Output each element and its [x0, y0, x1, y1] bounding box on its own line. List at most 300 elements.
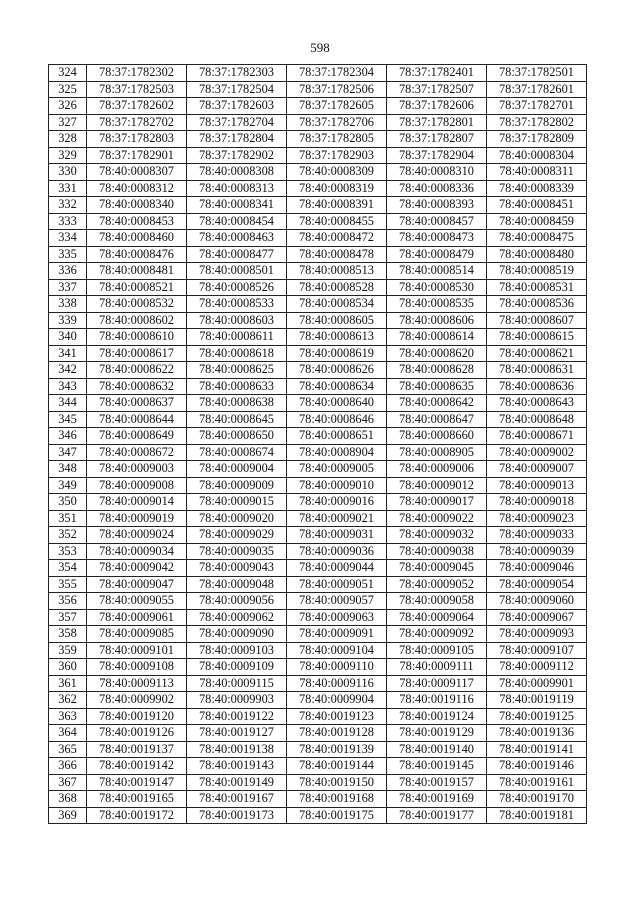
cadastral-number-cell: 78:40:0009056	[187, 593, 287, 610]
row-number-cell: 337	[49, 279, 87, 296]
cadastral-number-cell: 78:40:0008310	[387, 164, 487, 181]
cadastral-number-cell: 78:40:0009038	[387, 543, 487, 560]
cadastral-number-cell: 78:40:0008514	[387, 263, 487, 280]
cadastral-number-cell: 78:40:0019120	[87, 708, 187, 725]
cadastral-number-cell: 78:40:0009010	[287, 477, 387, 494]
table-row	[49, 378, 587, 395]
cadastral-number-cell: 78:40:0009014	[87, 494, 187, 511]
table-row	[49, 609, 587, 626]
cadastral-number-cell: 78:37:1782704	[187, 114, 287, 131]
cadastral-number-cell: 78:40:0019157	[387, 774, 487, 791]
row-number-cell: 352	[49, 527, 87, 544]
cadastral-number-cell: 78:40:0008619	[287, 345, 387, 362]
cadastral-number-cell: 78:37:1782904	[387, 147, 487, 164]
row-number-cell: 361	[49, 675, 87, 692]
cadastral-number-cell: 78:40:0019143	[187, 758, 287, 775]
cadastral-number-cell: 78:40:0008463	[187, 230, 287, 247]
table-row	[49, 411, 587, 428]
table-row	[49, 494, 587, 511]
cadastral-number-cell: 78:40:0008625	[187, 362, 287, 379]
table-row	[49, 180, 587, 197]
row-number-cell: 326	[49, 98, 87, 115]
row-number-cell: 366	[49, 758, 87, 775]
row-number-cell: 347	[49, 444, 87, 461]
cadastral-number-cell: 78:40:0008620	[387, 345, 487, 362]
row-number-cell: 365	[49, 741, 87, 758]
row-number-cell: 351	[49, 510, 87, 527]
cadastral-number-cell: 78:40:0009057	[287, 593, 387, 610]
row-number-cell: 328	[49, 131, 87, 148]
cadastral-number-cell: 78:40:0008532	[87, 296, 187, 313]
cadastral-number-cell: 78:40:0009055	[87, 593, 187, 610]
row-number-cell: 360	[49, 659, 87, 676]
row-number-cell: 348	[49, 461, 87, 478]
table-row	[49, 296, 587, 313]
row-number-cell: 327	[49, 114, 87, 131]
cadastral-number-cell: 78:40:0009093	[487, 626, 587, 643]
cadastral-number-cell: 78:37:1782902	[187, 147, 287, 164]
cadastral-number-cell: 78:40:0019140	[387, 741, 487, 758]
row-number-cell: 362	[49, 692, 87, 709]
cadastral-number-cell: 78:40:0008633	[187, 378, 287, 395]
row-number-cell: 349	[49, 477, 87, 494]
table-row	[49, 527, 587, 544]
table-row	[49, 510, 587, 527]
cadastral-number-cell: 78:40:0009901	[487, 675, 587, 692]
cadastral-number-cell: 78:40:0009012	[387, 477, 487, 494]
cadastral-number-cell: 78:40:0009046	[487, 560, 587, 577]
table-row	[49, 708, 587, 725]
cadastral-number-cell: 78:40:0009107	[487, 642, 587, 659]
table-row	[49, 675, 587, 692]
cadastral-number-cell: 78:37:1782602	[87, 98, 187, 115]
cadastral-number-cell: 78:40:0008481	[87, 263, 187, 280]
cadastral-number-cell: 78:40:0019181	[487, 807, 587, 824]
cadastral-number-cell: 78:40:0008649	[87, 428, 187, 445]
table-row	[49, 65, 587, 82]
cadastral-number-cell: 78:40:0008904	[287, 444, 387, 461]
cadastral-number-cell: 78:40:0019170	[487, 791, 587, 808]
cadastral-number-cell: 78:37:1782706	[287, 114, 387, 131]
cadastral-number-cell: 78:40:0019129	[387, 725, 487, 742]
cadastral-number-cell: 78:40:0008341	[187, 197, 287, 214]
cadastral-number-cell: 78:40:0008614	[387, 329, 487, 346]
table-row	[49, 461, 587, 478]
cadastral-number-cell: 78:40:0008309	[287, 164, 387, 181]
table-row	[49, 395, 587, 412]
row-number-cell: 338	[49, 296, 87, 313]
cadastral-number-cell: 78:40:0008640	[287, 395, 387, 412]
cadastral-number-cell: 78:40:0008311	[487, 164, 587, 181]
cadastral-number-cell: 78:40:0009103	[187, 642, 287, 659]
row-number-cell: 331	[49, 180, 87, 197]
cadastral-number-cell: 78:37:1782803	[87, 131, 187, 148]
row-number-cell: 359	[49, 642, 87, 659]
cadastral-number-cell: 78:40:0009111	[387, 659, 487, 676]
table-body	[49, 65, 587, 824]
cadastral-number-cell: 78:40:0009013	[487, 477, 587, 494]
cadastral-number-cell: 78:40:0008603	[187, 312, 287, 329]
cadastral-number-cell: 78:40:0008621	[487, 345, 587, 362]
cadastral-number-cell: 78:40:0019142	[87, 758, 187, 775]
row-number-cell: 357	[49, 609, 87, 626]
cadastral-number-cell: 78:37:1782701	[487, 98, 587, 115]
cadastral-number-cell: 78:40:0009085	[87, 626, 187, 643]
table-row	[49, 312, 587, 329]
row-number-cell: 344	[49, 395, 87, 412]
row-number-cell: 324	[49, 65, 87, 82]
cadastral-number-cell: 78:40:0009064	[387, 609, 487, 626]
cadastral-number-cell: 78:40:0009902	[87, 692, 187, 709]
row-number-cell: 330	[49, 164, 87, 181]
cadastral-number-cell: 78:40:0009060	[487, 593, 587, 610]
table-row	[49, 428, 587, 445]
cadastral-number-cell: 78:37:1782606	[387, 98, 487, 115]
cadastral-number-cell: 78:40:0008534	[287, 296, 387, 313]
cadastral-number-cell: 78:40:0008473	[387, 230, 487, 247]
cadastral-number-cell: 78:40:0009035	[187, 543, 287, 560]
cadastral-number-cell: 78:40:0008521	[87, 279, 187, 296]
cadastral-number-cell: 78:40:0009008	[87, 477, 187, 494]
row-number-cell: 354	[49, 560, 87, 577]
cadastral-number-cell: 78:40:0009006	[387, 461, 487, 478]
cadastral-number-cell: 78:40:0009045	[387, 560, 487, 577]
cadastral-number-cell: 78:40:0008480	[487, 246, 587, 263]
cadastral-number-cell: 78:40:0008340	[87, 197, 187, 214]
cadastral-number-cell: 78:37:1782503	[87, 81, 187, 98]
cadastral-number-cell: 78:40:0008308	[187, 164, 287, 181]
cadastral-number-cell: 78:40:0008648	[487, 411, 587, 428]
cadastral-number-cell: 78:40:0019147	[87, 774, 187, 791]
cadastral-number-cell: 78:40:0008339	[487, 180, 587, 197]
cadastral-number-cell: 78:40:0008457	[387, 213, 487, 230]
cadastral-number-cell: 78:40:0008453	[87, 213, 187, 230]
cadastral-number-cell: 78:40:0008312	[87, 180, 187, 197]
cadastral-number-cell: 78:40:0008313	[187, 180, 287, 197]
cadastral-number-cell: 78:40:0019149	[187, 774, 287, 791]
cadastral-number-cell: 78:40:0008307	[87, 164, 187, 181]
row-number-cell: 343	[49, 378, 87, 395]
cadastral-number-cell: 78:40:0019122	[187, 708, 287, 725]
cadastral-number-cell: 78:40:0008674	[187, 444, 287, 461]
cadastral-number-cell: 78:40:0009036	[287, 543, 387, 560]
cadastral-number-cell: 78:40:0009112	[487, 659, 587, 676]
cadastral-number-cell: 78:40:0008650	[187, 428, 287, 445]
table-row	[49, 444, 587, 461]
row-number-cell: 335	[49, 246, 87, 263]
row-number-cell: 336	[49, 263, 87, 280]
cadastral-number-cell: 78:40:0009031	[287, 527, 387, 544]
table-row	[49, 774, 587, 791]
cadastral-number-cell: 78:40:0008602	[87, 312, 187, 329]
cadastral-number-cell: 78:40:0009024	[87, 527, 187, 544]
cadastral-number-cell: 78:40:0008626	[287, 362, 387, 379]
cadastral-number-cell: 78:37:1782302	[87, 65, 187, 82]
cadastral-number-cell: 78:40:0019167	[187, 791, 287, 808]
cadastral-number-cell: 78:40:0008513	[287, 263, 387, 280]
row-number-cell: 342	[49, 362, 87, 379]
cadastral-number-cell: 78:40:0019146	[487, 758, 587, 775]
cadastral-number-cell: 78:37:1782501	[487, 65, 587, 82]
table-row	[49, 230, 587, 247]
cadastral-number-cell: 78:40:0008644	[87, 411, 187, 428]
cadastral-number-cell: 78:37:1782304	[287, 65, 387, 82]
cadastral-number-cell: 78:40:0008530	[387, 279, 487, 296]
cadastral-numbers-table	[48, 64, 587, 824]
cadastral-number-cell: 78:40:0019144	[287, 758, 387, 775]
cadastral-number-cell: 78:40:0008454	[187, 213, 287, 230]
row-number-cell: 334	[49, 230, 87, 247]
cadastral-number-cell: 78:40:0009029	[187, 527, 287, 544]
cadastral-number-cell: 78:40:0008646	[287, 411, 387, 428]
cadastral-number-cell: 78:40:0008637	[87, 395, 187, 412]
cadastral-number-cell: 78:40:0009048	[187, 576, 287, 593]
cadastral-number-cell: 78:40:0008611	[187, 329, 287, 346]
cadastral-number-cell: 78:40:0009051	[287, 576, 387, 593]
cadastral-number-cell: 78:40:0008606	[387, 312, 487, 329]
cadastral-number-cell: 78:40:0008613	[287, 329, 387, 346]
cadastral-number-cell: 78:40:0008642	[387, 395, 487, 412]
cadastral-number-cell: 78:40:0009003	[87, 461, 187, 478]
row-number-cell: 341	[49, 345, 87, 362]
cadastral-number-cell: 78:40:0008479	[387, 246, 487, 263]
cadastral-number-cell: 78:40:0008501	[187, 263, 287, 280]
table-row	[49, 362, 587, 379]
cadastral-number-cell: 78:40:0008617	[87, 345, 187, 362]
cadastral-number-cell: 78:40:0008610	[87, 329, 187, 346]
table-row	[49, 791, 587, 808]
row-number-cell: 358	[49, 626, 87, 643]
cadastral-number-cell: 78:40:0008631	[487, 362, 587, 379]
cadastral-number-cell: 78:40:0008638	[187, 395, 287, 412]
cadastral-number-cell: 78:40:0019168	[287, 791, 387, 808]
cadastral-number-cell: 78:37:1782401	[387, 65, 487, 82]
cadastral-number-cell: 78:40:0019175	[287, 807, 387, 824]
cadastral-number-cell: 78:40:0008478	[287, 246, 387, 263]
cadastral-number-cell: 78:40:0009022	[387, 510, 487, 527]
cadastral-number-cell: 78:40:0008634	[287, 378, 387, 395]
cadastral-number-cell: 78:40:0008336	[387, 180, 487, 197]
cadastral-number-cell: 78:40:0009903	[187, 692, 287, 709]
cadastral-number-cell: 78:40:0008475	[487, 230, 587, 247]
cadastral-number-cell: 78:40:0009108	[87, 659, 187, 676]
table-row	[49, 725, 587, 742]
cadastral-number-cell: 78:40:0009043	[187, 560, 287, 577]
cadastral-number-cell: 78:40:0008660	[387, 428, 487, 445]
row-number-cell: 345	[49, 411, 87, 428]
table-row	[49, 131, 587, 148]
cadastral-number-cell: 78:40:0008304	[487, 147, 587, 164]
cadastral-number-cell: 78:40:0008605	[287, 312, 387, 329]
cadastral-number-cell: 78:40:0008526	[187, 279, 287, 296]
cadastral-number-cell: 78:40:0008615	[487, 329, 587, 346]
cadastral-number-cell: 78:40:0008651	[287, 428, 387, 445]
cadastral-number-cell: 78:40:0008533	[187, 296, 287, 313]
cadastral-number-cell: 78:40:0019126	[87, 725, 187, 742]
cadastral-number-cell: 78:37:1782804	[187, 131, 287, 148]
table-row	[49, 576, 587, 593]
cadastral-number-cell: 78:40:0008535	[387, 296, 487, 313]
cadastral-number-cell: 78:40:0009104	[287, 642, 387, 659]
cadastral-number-cell: 78:40:0019127	[187, 725, 287, 742]
cadastral-number-cell: 78:40:0009033	[487, 527, 587, 544]
cadastral-number-cell: 78:40:0009015	[187, 494, 287, 511]
cadastral-number-cell: 78:37:1782601	[487, 81, 587, 98]
cadastral-number-cell: 78:40:0009113	[87, 675, 187, 692]
row-number-cell: 332	[49, 197, 87, 214]
cadastral-number-cell: 78:37:1782805	[287, 131, 387, 148]
cadastral-number-cell: 78:40:0009005	[287, 461, 387, 478]
table-row	[49, 279, 587, 296]
cadastral-number-cell: 78:40:0009115	[187, 675, 287, 692]
cadastral-number-cell: 78:40:0019124	[387, 708, 487, 725]
cadastral-number-cell: 78:40:0009044	[287, 560, 387, 577]
cadastral-number-cell: 78:40:0008632	[87, 378, 187, 395]
cadastral-number-cell: 78:40:0009020	[187, 510, 287, 527]
cadastral-number-cell: 78:40:0019141	[487, 741, 587, 758]
table-row	[49, 477, 587, 494]
cadastral-number-cell: 78:40:0008451	[487, 197, 587, 214]
row-number-cell: 364	[49, 725, 87, 742]
cadastral-number-cell: 78:40:0008536	[487, 296, 587, 313]
cadastral-number-cell: 78:40:0019165	[87, 791, 187, 808]
cadastral-number-cell: 78:40:0008460	[87, 230, 187, 247]
cadastral-number-cell: 78:40:0009061	[87, 609, 187, 626]
cadastral-number-cell: 78:40:0008635	[387, 378, 487, 395]
cadastral-number-cell: 78:37:1782603	[187, 98, 287, 115]
cadastral-number-cell: 78:40:0019150	[287, 774, 387, 791]
cadastral-number-cell: 78:40:0019138	[187, 741, 287, 758]
cadastral-number-cell: 78:40:0008645	[187, 411, 287, 428]
cadastral-number-cell: 78:40:0008477	[187, 246, 287, 263]
cadastral-number-cell: 78:37:1782802	[487, 114, 587, 131]
cadastral-number-cell: 78:40:0008647	[387, 411, 487, 428]
cadastral-number-cell: 78:40:0019161	[487, 774, 587, 791]
cadastral-number-cell: 78:40:0008643	[487, 395, 587, 412]
table-row	[49, 758, 587, 775]
cadastral-number-cell: 78:40:0008672	[87, 444, 187, 461]
table-row	[49, 98, 587, 115]
cadastral-number-cell: 78:37:1782901	[87, 147, 187, 164]
table-row	[49, 692, 587, 709]
table-row	[49, 659, 587, 676]
row-number-cell: 369	[49, 807, 87, 824]
row-number-cell: 339	[49, 312, 87, 329]
cadastral-number-cell: 78:40:0009019	[87, 510, 187, 527]
cadastral-number-cell: 78:40:0008455	[287, 213, 387, 230]
cadastral-number-cell: 78:40:0009054	[487, 576, 587, 593]
cadastral-number-cell: 78:37:1782507	[387, 81, 487, 98]
cadastral-number-cell: 78:40:0019169	[387, 791, 487, 808]
cadastral-number-cell: 78:40:0008393	[387, 197, 487, 214]
cadastral-number-cell: 78:40:0009021	[287, 510, 387, 527]
table-row	[49, 114, 587, 131]
row-number-cell: 355	[49, 576, 87, 593]
cadastral-number-cell: 78:40:0008519	[487, 263, 587, 280]
row-number-cell: 340	[49, 329, 87, 346]
cadastral-number-cell: 78:40:0009004	[187, 461, 287, 478]
row-number-cell: 329	[49, 147, 87, 164]
cadastral-number-cell: 78:40:0019123	[287, 708, 387, 725]
cadastral-number-cell: 78:40:0008671	[487, 428, 587, 445]
table-row	[49, 741, 587, 758]
cadastral-number-cell: 78:40:0009017	[387, 494, 487, 511]
cadastral-number-cell: 78:40:0009109	[187, 659, 287, 676]
table-row	[49, 197, 587, 214]
table-row	[49, 543, 587, 560]
cadastral-number-cell: 78:40:0009007	[487, 461, 587, 478]
cadastral-number-cell: 78:40:0019128	[287, 725, 387, 742]
cadastral-number-cell: 78:40:0008531	[487, 279, 587, 296]
cadastral-number-cell: 78:40:0008618	[187, 345, 287, 362]
cadastral-number-cell: 78:40:0019172	[87, 807, 187, 824]
cadastral-number-cell: 78:40:0019173	[187, 807, 287, 824]
table-row	[49, 593, 587, 610]
cadastral-number-cell: 78:37:1782809	[487, 131, 587, 148]
cadastral-number-cell: 78:40:0009058	[387, 593, 487, 610]
table-row	[49, 626, 587, 643]
row-number-cell: 353	[49, 543, 87, 560]
table-row	[49, 807, 587, 824]
table-row	[49, 147, 587, 164]
table-row	[49, 560, 587, 577]
cadastral-number-cell: 78:37:1782807	[387, 131, 487, 148]
table-row	[49, 642, 587, 659]
cadastral-number-cell: 78:40:0019145	[387, 758, 487, 775]
cadastral-number-cell: 78:40:0019125	[487, 708, 587, 725]
cadastral-number-cell: 78:40:0009110	[287, 659, 387, 676]
cadastral-number-cell: 78:40:0008905	[387, 444, 487, 461]
cadastral-number-cell: 78:37:1782605	[287, 98, 387, 115]
cadastral-number-cell: 78:40:0008607	[487, 312, 587, 329]
cadastral-number-cell: 78:40:0019139	[287, 741, 387, 758]
row-number-cell: 346	[49, 428, 87, 445]
cadastral-number-cell: 78:40:0008319	[287, 180, 387, 197]
cadastral-number-cell: 78:40:0009047	[87, 576, 187, 593]
cadastral-number-cell: 78:40:0019177	[387, 807, 487, 824]
cadastral-number-cell: 78:40:0009090	[187, 626, 287, 643]
cadastral-number-cell: 78:40:0019116	[387, 692, 487, 709]
table-row	[49, 213, 587, 230]
row-number-cell: 363	[49, 708, 87, 725]
cadastral-number-cell: 78:40:0008459	[487, 213, 587, 230]
cadastral-number-cell: 78:40:0009052	[387, 576, 487, 593]
table-row	[49, 329, 587, 346]
row-number-cell: 367	[49, 774, 87, 791]
row-number-cell: 356	[49, 593, 87, 610]
cadastral-number-cell: 78:40:0009101	[87, 642, 187, 659]
cadastral-number-cell: 78:40:0008391	[287, 197, 387, 214]
cadastral-number-cell: 78:40:0008476	[87, 246, 187, 263]
cadastral-number-cell: 78:40:0009023	[487, 510, 587, 527]
cadastral-number-cell: 78:37:1782702	[87, 114, 187, 131]
cadastral-number-cell: 78:40:0008628	[387, 362, 487, 379]
cadastral-number-cell: 78:40:0009904	[287, 692, 387, 709]
cadastral-number-cell: 78:40:0009117	[387, 675, 487, 692]
cadastral-number-cell: 78:40:0008528	[287, 279, 387, 296]
cadastral-number-cell: 78:40:0009002	[487, 444, 587, 461]
cadastral-number-cell: 78:40:0009092	[387, 626, 487, 643]
cadastral-number-cell: 78:37:1782903	[287, 147, 387, 164]
table-row	[49, 164, 587, 181]
row-number-cell: 368	[49, 791, 87, 808]
table-row	[49, 263, 587, 280]
cadastral-number-cell: 78:40:0009063	[287, 609, 387, 626]
cadastral-number-cell: 78:40:0009009	[187, 477, 287, 494]
cadastral-number-cell: 78:40:0009067	[487, 609, 587, 626]
cadastral-number-cell: 78:40:0019137	[87, 741, 187, 758]
cadastral-number-cell: 78:40:0009116	[287, 675, 387, 692]
